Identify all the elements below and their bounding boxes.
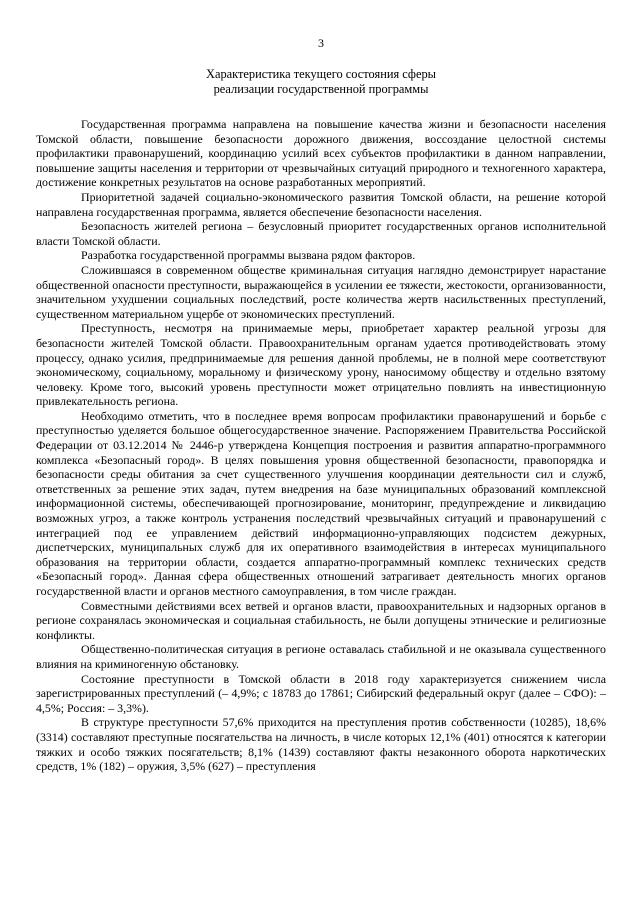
section-title bbox=[36, 67, 606, 97]
paragraph: Необходимо отметить, что в последнее время вопросам профилактики правонарушений и борьбе с преступностью уделяется большое общегосударственное значение. Распоряжением Правительства Российской Федерации от 03.12.2014 № 2446-р утверждена Концепция построения и развития аппаратно-программного комплекса «Безопасный город». В целях повышения уровня общественной безопасности, правопорядка и безопасности среды обитания за счет существенного улучшения координации деятельности сил и служб, ответственных за решение этих задач, путем внедрения на базе муниципальных образований комплексной информационной системы, обеспечивающей прогнозирование, мониторинг, предупреждение и ликвидацию возможных угроз, а также контроль устранения последствий чрезвычайных ситуаций и правонарушений с интеграцией под ее управлением действий информационно-управляющих подсистем дежурных, диспетчерских, муниципальных служб для их оперативного взаимодействия в интересах муниципального образования на территории области, создается аппаратно-программный комплекс технических средств «Безопасный город». Данная сфера общественных отношений затрагивает деятельность многих органов государственной власти и органов местного самоуправления, в том числе граждан. bbox=[36, 408, 606, 598]
paragraph: Сложившаяся в современном обществе криминальная ситуация наглядно демонстрирует нарастание общественной опасности преступности, выражающейся в усилении ее тяжести, жестокости, организованности, значительном ухудшении социальных последствий, росте количества жертв насильственных преступлений, существенном материальном ущербе от экономических преступлений. bbox=[36, 262, 606, 321]
paragraph: Приоритетной задачей социально-экономического развития Томской области, на решение которой направлена государственная программа, является обеспечение безопасности населения. bbox=[36, 189, 606, 219]
paragraph: Государственная программа направлена на повышение качества жизни и безопасности населения Томской области, повышение безопасности дорожного движения, воссоздание целостной системы профилактики правонарушений, координацию усилий всех субъектов профилактики в данном направлении, повышение защиты населения и территории от чрезвычайных ситуаций природного и техногенного характера, достижение конкретных результатов на основе разработанных мероприятий. bbox=[36, 117, 606, 190]
section-title-line-2: реализации государственной программы bbox=[213, 82, 429, 96]
document-body bbox=[36, 117, 606, 774]
paragraph: Преступность, несмотря на принимаемые меры, приобретает характер реальной угрозы для безопасности жителей Томской области. Правоохранительным органам удается противодействовать этому процессу, однако усилия, предпринимаемые для решения данной проблемы, не в полной мере соответствуют экономическому, социальному, моральному и физическому урону, наносимому обществу и отдельно взятому человеку. Кроме того, высокий уровень преступности может отрицательно повлиять на инвестиционную привлекательность региона. bbox=[36, 321, 606, 409]
paragraph: В структуре преступности 57,6% приходится на преступления против собственности (10285), 18,6% (3314) составляют преступные посягательства на личность, в числе которых 12,1% (401) относятся к категории тяжких и особо тяжких посягательств; 8,1% (1439) составляют факты незаконного оборота наркотических средств, 1% (182) – оружия, 3,5% (627) – преступления bbox=[36, 715, 606, 774]
paragraph: Разработка государственной программы вызвана рядом факторов. bbox=[81, 248, 416, 263]
paragraph: Безопасность жителей региона – безусловный приоритет государственных органов исполнительной власти Томской области. bbox=[36, 219, 606, 248]
paragraph: Общественно-политическая ситуация в регионе оставалась стабильной и не оказывала существенного влияния на криминогенную обстановку. bbox=[36, 642, 606, 671]
paragraph: Состояние преступности в Томской области в 2018 году характеризуется снижением числа зарегистрированных преступлений (– 4,9%; с 18783 до 17861; Сибирский федеральный округ (далее – СФО): – 4,5%; Россия: – 3,3%). bbox=[36, 671, 606, 715]
paragraph: Совместными действиями всех ветвей и органов власти, правоохранительных и надзорных органов в регионе сохранялась экономическая и социальная стабильность, не были допущены этнические и религиозные конфликты. bbox=[36, 598, 606, 642]
section-title-line-1: Характеристика текущего состояния сферы bbox=[206, 67, 436, 81]
page-number: 3 bbox=[318, 36, 324, 50]
